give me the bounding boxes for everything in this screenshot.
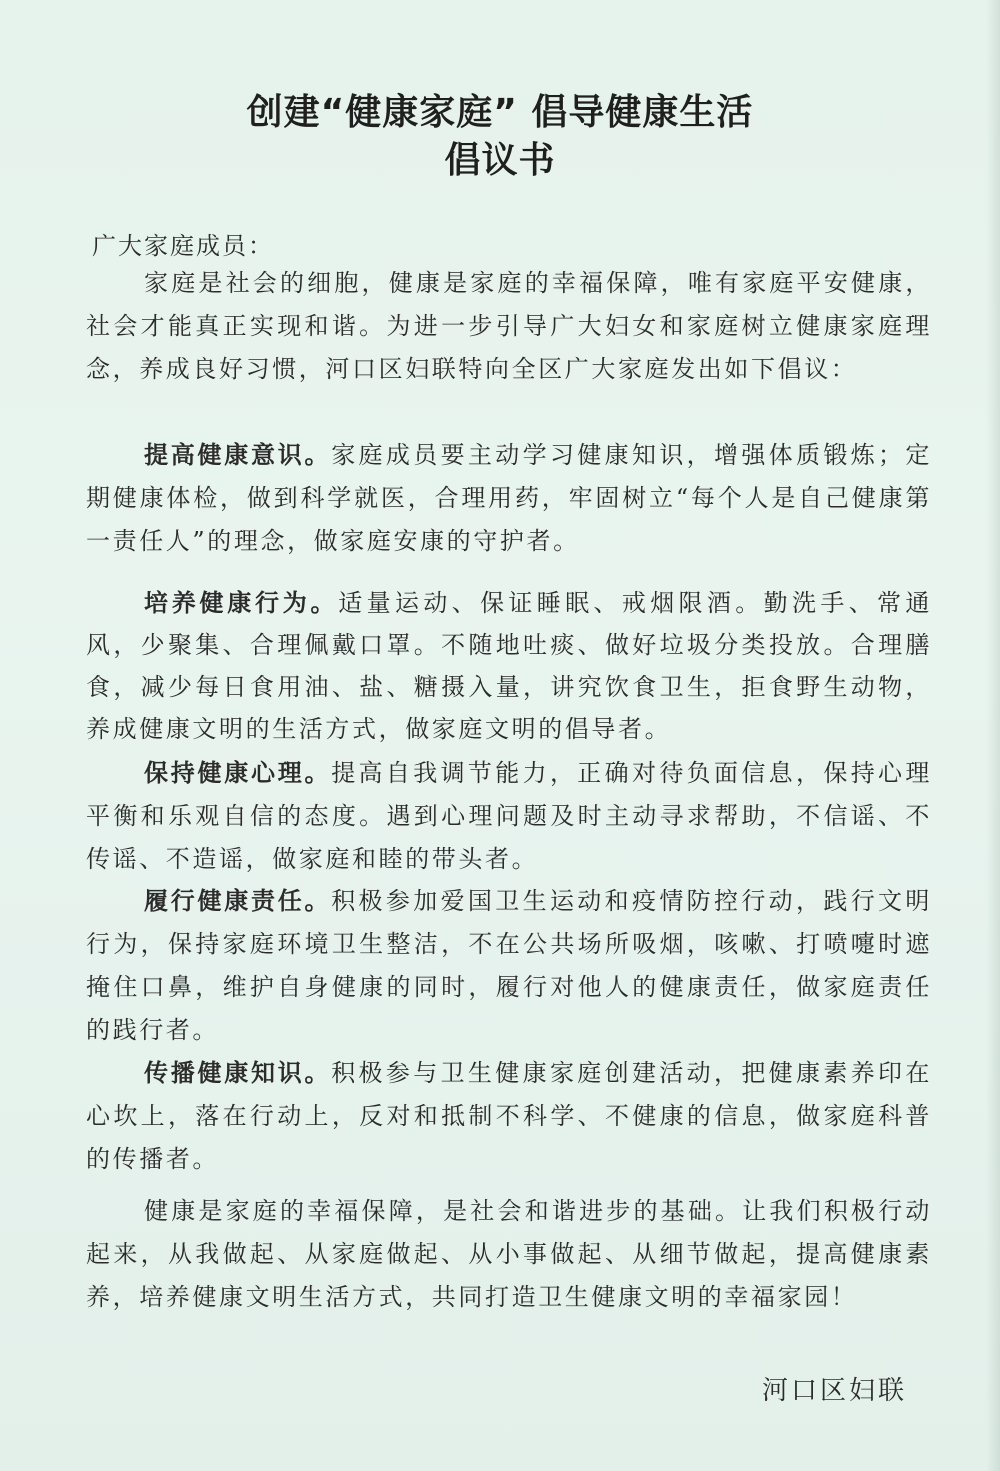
- document-title-line2: 倡议书: [444, 140, 556, 181]
- closing-paragraph: 健康是家庭的幸福保障，是社会和谐进步的基础。让我们积极行动起来，从我做起、从家庭做起、从小事做起、从细节做起，提高健康素养，培养健康文明生活方式，共同打造卫生健康文明的幸福家园！: [86, 1197, 932, 1311]
- section-knowledge: [86, 1052, 932, 1181]
- section-body: 适量运动、保证睡眠、戒烟限酒。勤洗手、常通风，少聚集、合理佩戴口罩。不随地吐痰、做好垃圾分类投放。合理膳食，减少每日食用油、盐、糖摄入量，讲究饮食卫生，拒食野生动物，养成健康文明的生活方式，做家庭文明的倡导者。: [86, 589, 932, 743]
- salutation: 广大家庭成员：: [92, 232, 274, 260]
- section-heading: 提高健康意识。: [144, 441, 332, 469]
- intro-paragraph: 家庭是社会的细胞，健康是家庭的幸福保障，唯有家庭平安健康，社会才能真正实现和谐。为进一步引导广大妇女和家庭树立健康家庭理念，养成良好习惯，河口区妇联特向全区广大家庭发出如下倡议：: [86, 269, 932, 383]
- page-edge-shadow: [986, 0, 1000, 1471]
- section-behavior: [86, 582, 932, 750]
- section-body: 提高自我调节能力，正确对待负面信息，保持心理平衡和乐观自信的态度。遇到心理问题及时主动寻求帮助，不信谣、不传谣、不造谣，做家庭和睦的带头者。: [86, 759, 932, 873]
- section-body: 家庭成员要主动学习健康知识，增强体质锻炼；定期健康体检，做到科学就医，合理用药，牢固树立“每个人是自己健康第一责任人”的理念，做家庭安康的守护者。: [86, 441, 932, 555]
- section-responsibility: [86, 880, 932, 1052]
- section-heading: 培养健康行为。: [144, 589, 339, 617]
- section-heading: 传播健康知识。: [144, 1059, 332, 1087]
- document-title-line1: 创建“健康家庭” 倡导健康生活: [246, 92, 754, 133]
- section-awareness: [86, 434, 932, 563]
- section-heading: 保持健康心理。: [144, 759, 332, 787]
- section-mental-health: [86, 752, 932, 881]
- signature: 河口区妇联: [762, 1376, 908, 1406]
- section-body: 积极参加爱国卫生运动和疫情防控行动，践行文明行为，保持家庭环境卫生整洁，不在公共场所吸烟，咳嗽、打喷嚏时遮掩住口鼻，维护自身健康的同时，履行对他人的健康责任，做家庭责任的践行者。: [86, 887, 932, 1044]
- section-heading: 履行健康责任。: [144, 887, 332, 915]
- section-body: 积极参与卫生健康家庭创建活动，把健康素养印在心坎上，落在行动上，反对和抵制不科学、不健康的信息，做家庭科普的传播者。: [86, 1059, 932, 1173]
